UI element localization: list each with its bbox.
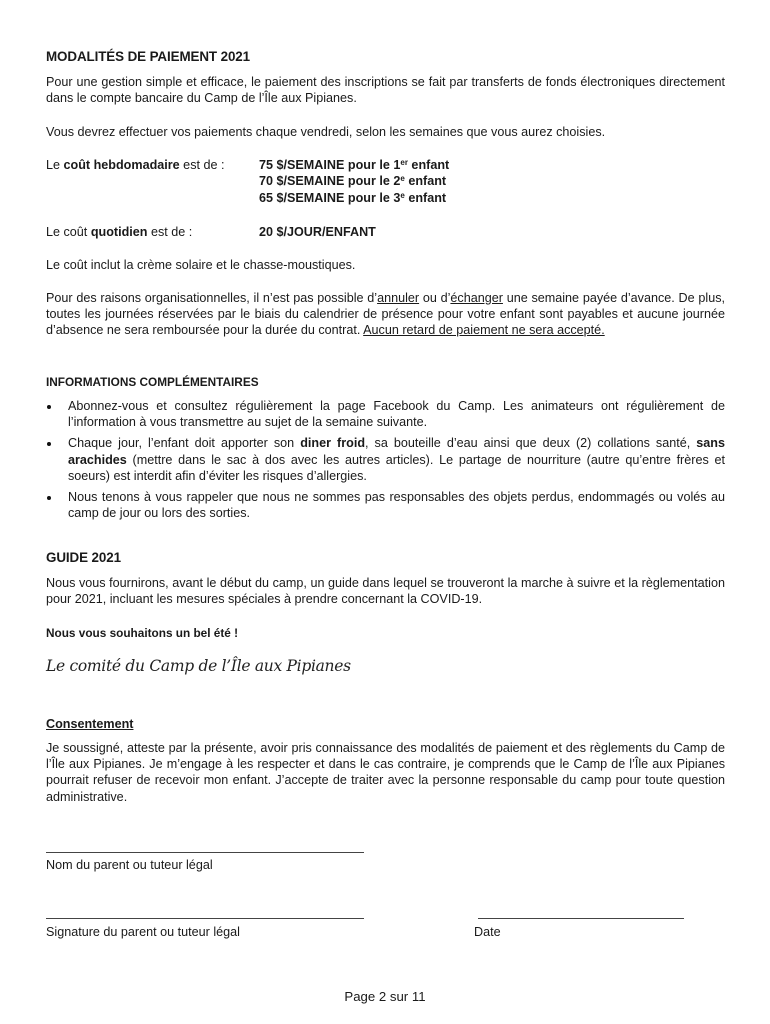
parent-signature-label: Signature du parent ou tuteur légal xyxy=(46,925,240,939)
consent-title: Consentement xyxy=(46,717,134,731)
daily-cost-label: Le coût quotidien est de : xyxy=(46,225,193,239)
committee-signature: Le comité du Camp de l’Île aux Pipianes xyxy=(46,657,351,675)
date-line[interactable] xyxy=(478,918,684,919)
parent-name-label: Nom du parent ou tuteur légal xyxy=(46,858,213,872)
guide-title: GUIDE 2021 xyxy=(46,550,121,565)
cost-includes: Le coût inclut la crème solaire et le chasse-moustiques. xyxy=(46,258,356,272)
weekly-cost-label: Le coût hebdomadaire est de : xyxy=(46,158,225,172)
parent-name-line[interactable] xyxy=(46,852,364,853)
info-list xyxy=(46,398,725,526)
consent-text: Je soussigné, atteste par la présente, avoir pris connaissance des modalités de paiement et des règlements du Camp de l’Île aux Pipianes. Je m’engage à les respecter et dans le cas contraire, je comprends que le Camp de l’Île aux Pipianes pourrait refuser de recevoir mon enfant. J’accepte de traiter avec la personne responsable du camp pour toute question administrative. xyxy=(46,741,725,804)
payment-weekly-note: Vous devrez effectuer vos paiements chaque vendredi, selon les semaines que vous aurez choisies. xyxy=(46,125,606,139)
payment-policy: Pour des raisons organisationnelles, il n’est pas possible d’annuler ou d’échanger une semaine payée d’avance. De plus, toutes les journées réservées par le biais du calendrier de présence pour votre enfant sont payables et aucune journée d’absence ne sera remboursée pour la durée du contrat. Aucun retard de paiement ne sera accepté. xyxy=(46,291,725,338)
payment-intro: Pour une gestion simple et efficace, le paiement des inscriptions se fait par transferts de fonds électroniques directement dans le compte bancaire du Camp de l’Île aux Pipianes. xyxy=(46,75,725,106)
weekly-rate-2: 70 $/SEMAINE pour le 2e enfant xyxy=(259,174,447,189)
parent-signature-line[interactable] xyxy=(46,918,364,919)
daily-cost-row xyxy=(46,224,725,240)
guide-text: Nous vous fournirons, avant le début du camp, un guide dans lequel se trouveront la marche à suivre et la règlementation pour 2021, incluant les mesures spéciales à prendre concernant la COVID-19. xyxy=(46,576,725,607)
weekly-rate-3: 65 $/SEMAINE pour le 3e enfant xyxy=(259,190,447,205)
info-item-facebook: Abonnez-vous et consultez régulièrement la page Facebook du Camp. Les animateurs ont régulièrement de l’information à vous transmettre au sujet de la semaine suivante. xyxy=(46,398,725,430)
page-number: Page 2 sur 11 xyxy=(344,989,426,1004)
closing-wish: Nous vous souhaitons un bel été ! xyxy=(46,626,239,640)
payment-title: MODALITÉS DE PAIEMENT 2021 xyxy=(46,49,250,64)
info-title: INFORMATIONS COMPLÉMENTAIRES xyxy=(46,375,259,389)
info-item-lunch: Chaque jour, l’enfant doit apporter son diner froid, sa bouteille d’eau ainsi que deux (2) collations santé, sans arachides (mettre dans le sac à dos avec les autres articles). Le partage de nourriture (autre qu’entre frères et soeurs) est interdit afin d’éviter les risques d’allergies. xyxy=(46,435,725,484)
info-item-lost-objects: Nous tenons à vous rappeler que nous ne sommes pas responsables des objets perdus, endommagés ou volés au camp de jour ou lors des sorties. xyxy=(46,489,725,521)
weekly-rate-1: 75 $/SEMAINE pour le 1er enfant xyxy=(259,158,450,172)
weekly-rates xyxy=(259,157,449,206)
document-page xyxy=(46,0,725,1024)
daily-rate: 20 $/JOUR/ENFANT xyxy=(259,225,376,239)
weekly-cost-row xyxy=(46,157,725,206)
date-label: Date xyxy=(474,925,501,939)
